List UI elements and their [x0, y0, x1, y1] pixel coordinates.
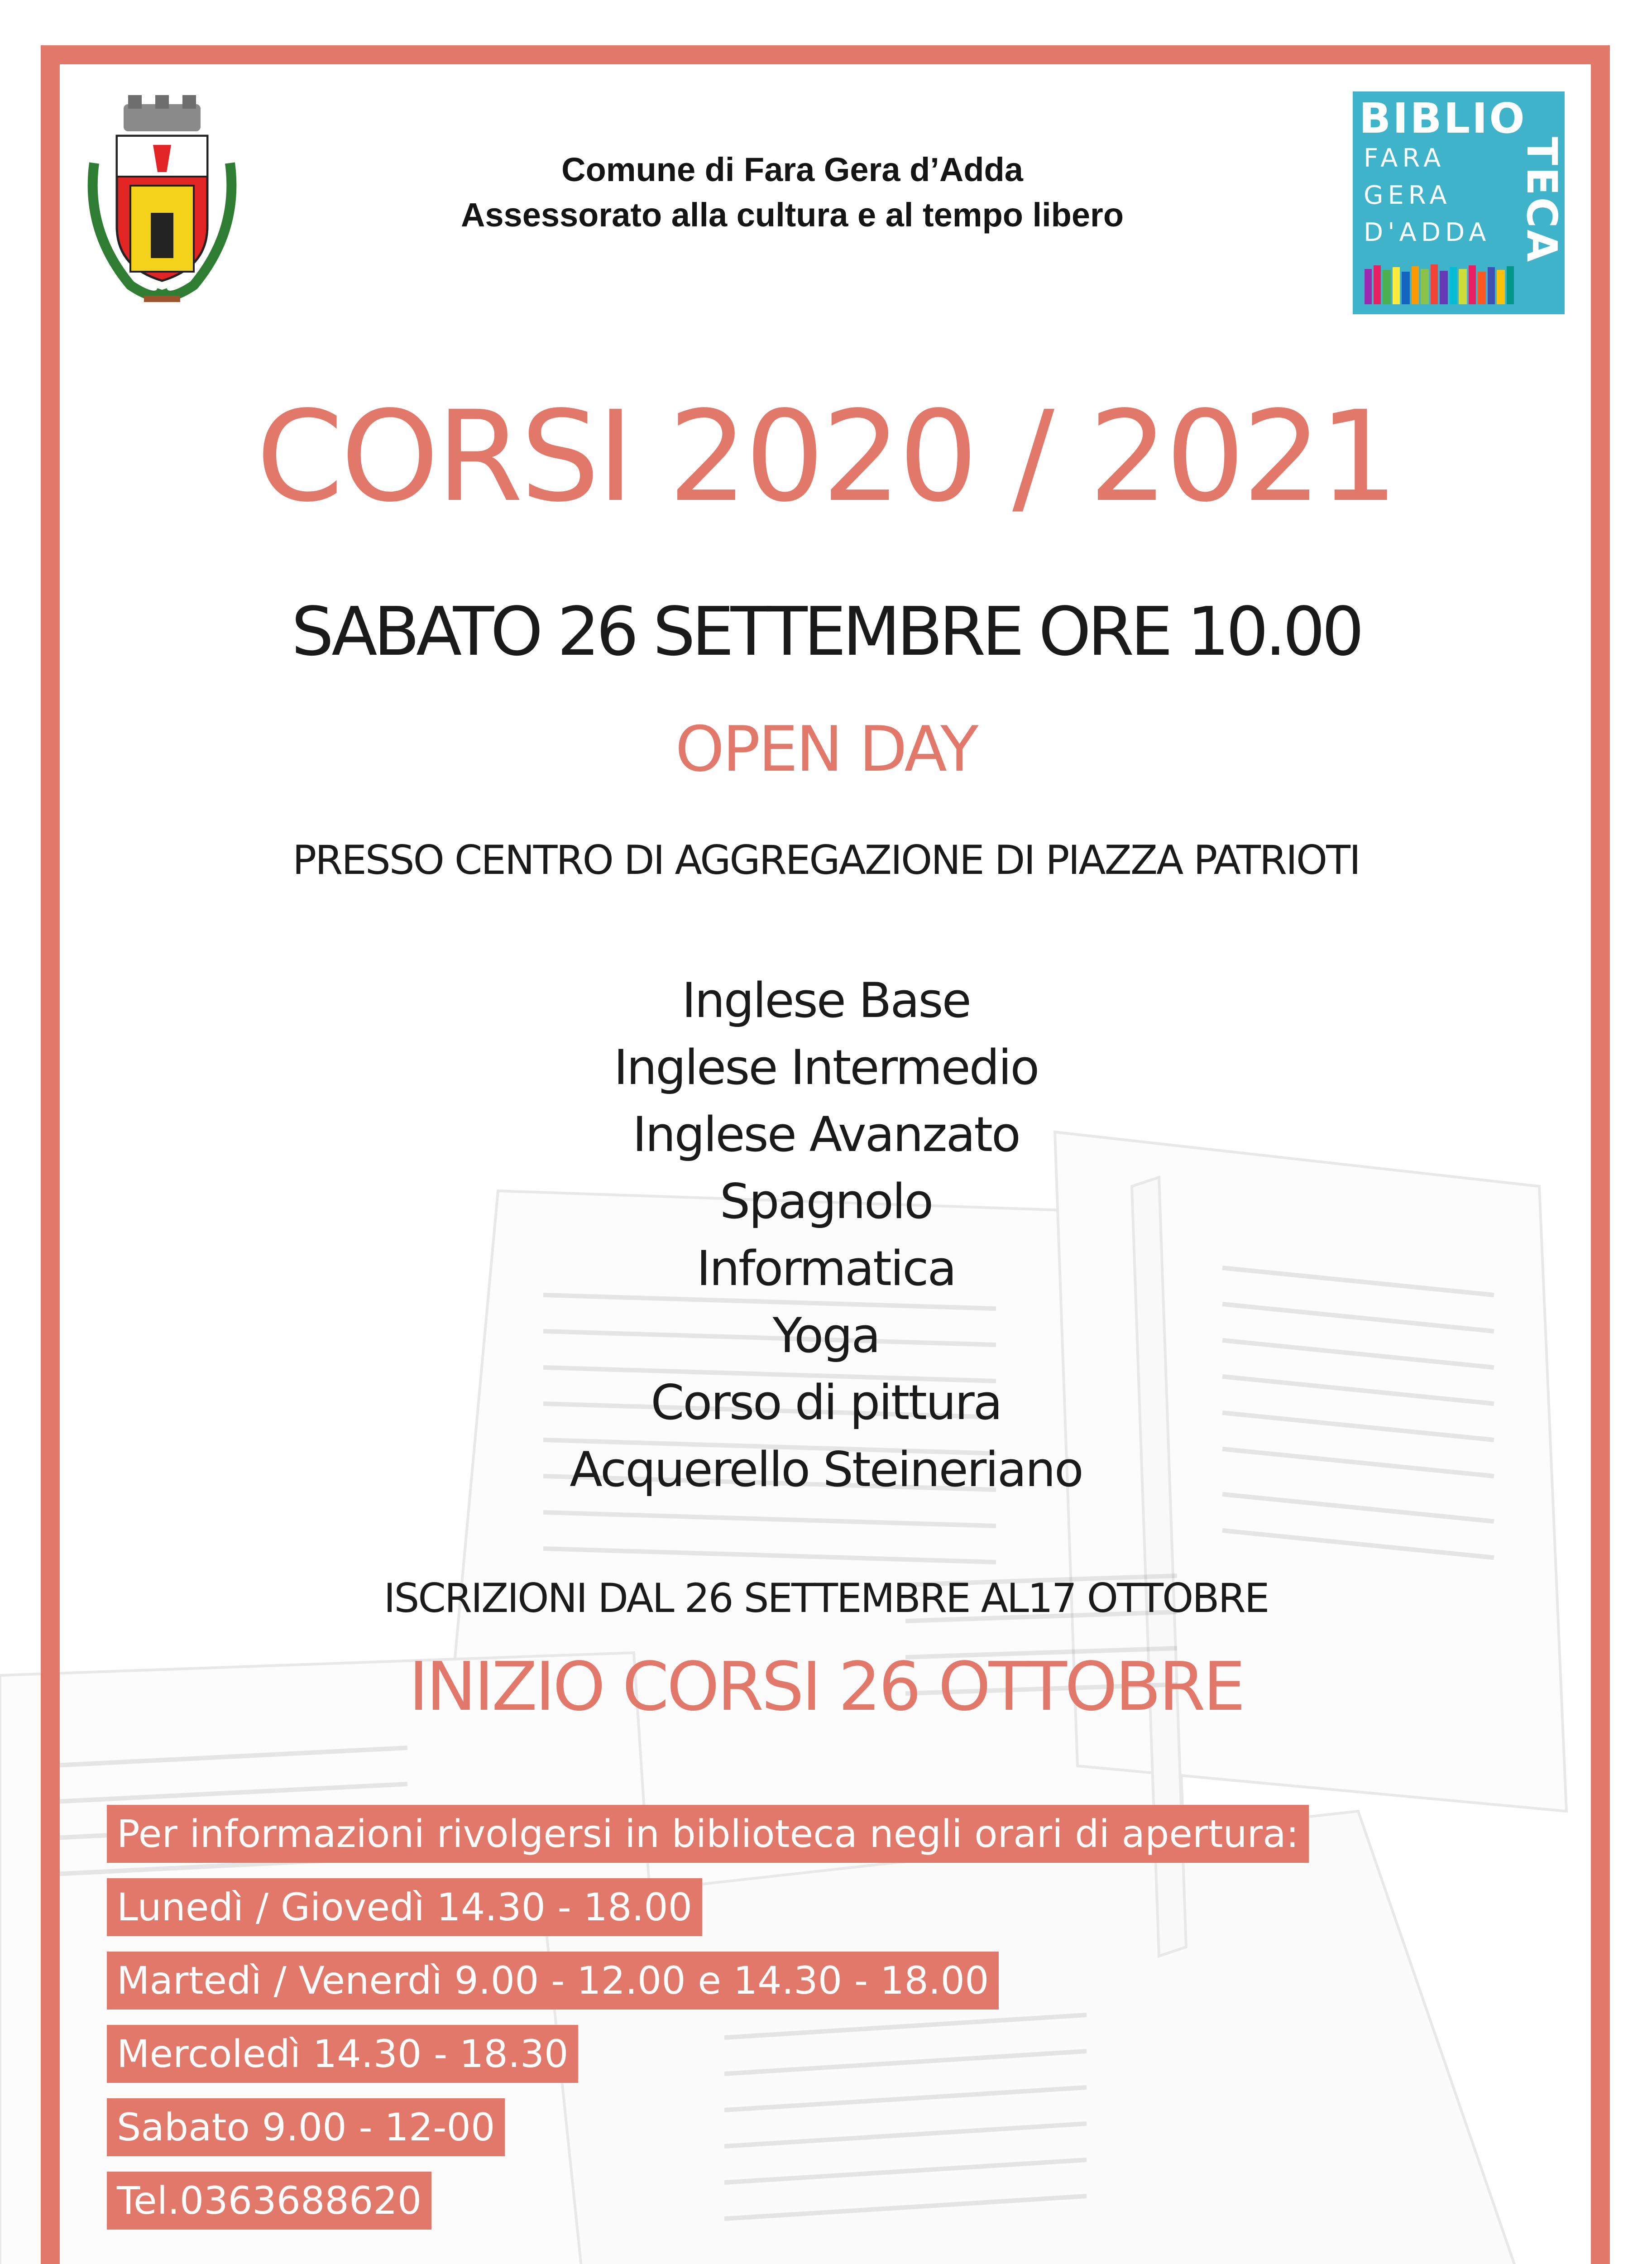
event-date: SABATO 26 SETTEMBRE ORE 10.00 — [291, 593, 1361, 671]
info-intro: Per informazioni rivolgersi in biblioteca negli orari di apertura: — [107, 1805, 1309, 1863]
course-item: Yoga — [772, 1308, 880, 1363]
logo-biblio-text: BIBLIO — [1359, 94, 1527, 143]
logo-gera-text: GERA — [1364, 181, 1451, 210]
bookshelf-icon — [1365, 263, 1518, 304]
hours-monday-thursday: Lunedì / Giovedì 14.30 - 18.00 — [107, 1878, 702, 1936]
header-municipality: Comune di Fara Gera d’Adda — [561, 151, 1023, 188]
library-logo — [1353, 91, 1565, 314]
course-item: Spagnolo — [719, 1174, 933, 1229]
course-item: Acquerello Steineriano — [570, 1442, 1082, 1497]
logo-dadda-text: D'ADDA — [1364, 218, 1491, 247]
open-day-label: OPEN DAY — [675, 713, 977, 786]
page-title: CORSI 2020 / 2021 — [256, 384, 1396, 530]
coat-of-arms-icon — [76, 95, 248, 321]
course-item: Inglese Intermedio — [613, 1040, 1039, 1095]
event-location: PRESSO CENTRO DI AGGREGAZIONE DI PIAZZA PATRIOTI — [292, 837, 1360, 883]
course-item: Inglese Avanzato — [632, 1107, 1020, 1162]
logo-teca-text: TECA — [1518, 137, 1566, 264]
logo-fara-text: FARA — [1364, 144, 1446, 173]
course-item: Inglese Base — [682, 973, 970, 1028]
phone-number: Tel.0363688620 — [107, 2172, 431, 2230]
hours-wednesday: Mercoledì 14.30 - 18.30 — [107, 2025, 578, 2083]
course-item: Informatica — [696, 1241, 956, 1296]
course-item: Corso di pittura — [651, 1375, 1001, 1430]
hours-tuesday-friday: Martedì / Venerdì 9.00 - 12.00 e 14.30 - 18.00 — [107, 1952, 999, 2010]
courses-start-date: INIZIO CORSI 26 OTTOBRE — [408, 1648, 1244, 1726]
header-department: Assessorato alla cultura e al tempo libero — [460, 196, 1124, 234]
registration-period: ISCRIZIONI DAL 26 SETTEMBRE AL17 OTTOBRE — [383, 1575, 1269, 1621]
hours-saturday: Sabato 9.00 - 12-00 — [107, 2098, 505, 2156]
